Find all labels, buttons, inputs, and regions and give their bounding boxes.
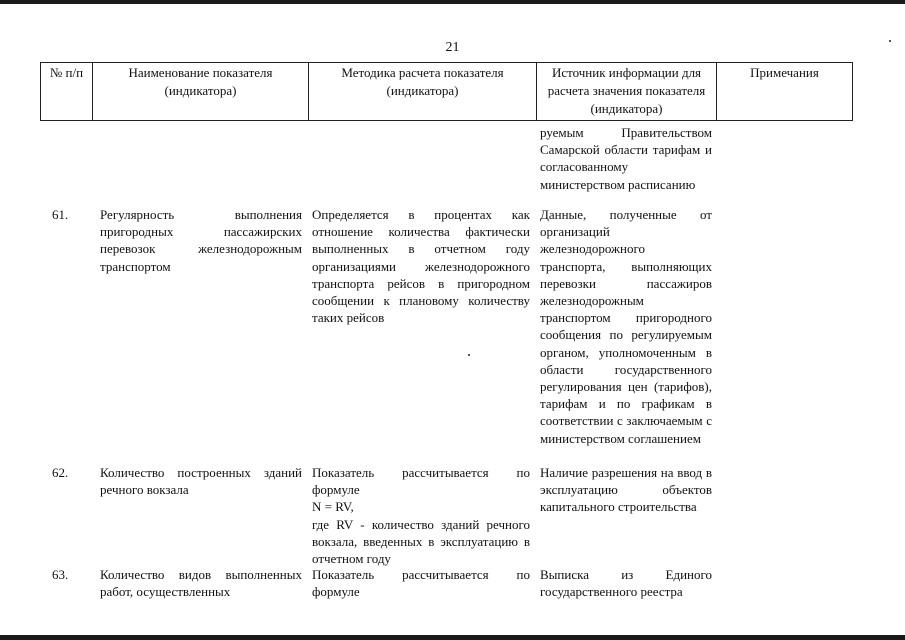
information-source: Наличие разрешения на ввод в эксплуатацию объектов капитального строительства <box>540 465 712 515</box>
table-row-continuation <box>40 124 852 206</box>
table-row-63 <box>40 566 852 602</box>
calculation-method: Определяется в процентах как отношение количества фактически выполненных в отчетном году организациями железнодорожного транспорта рейсов в пригородном сообщении к плановому количеству таких рейсов <box>312 207 530 326</box>
header-notes: Примечания <box>717 63 853 121</box>
indicator-name: Количество видов выполненных работ, осуществленных <box>100 567 302 600</box>
header-indicator-name: Наименование показателя (индикатора) <box>93 63 309 121</box>
method-line: где RV - количество зданий речного вокзала, введенных в эксплуатацию в отчетном году <box>312 516 530 567</box>
source-cell: руемым Правительством Самарской области тарифам и согласованному министерством расписанию <box>540 125 712 192</box>
information-source: Данные, полученные от организаций железнодорожного транспорта, выполняющих перевозки пассажиров железнодорожным транспортом пригородного сообщения по регулируемым органом, уполномоченным в области государственного регулирования цен (тарифов), тарифам и по графикам в соответствии с заключаемым с министерством соглашением <box>540 207 712 446</box>
table-row-62 <box>40 464 852 566</box>
row-number: 63. <box>52 567 69 582</box>
row-number: 62. <box>52 465 69 480</box>
information-source: Выписка из Единого государственного реестра <box>540 567 712 600</box>
notes-cell <box>716 206 852 464</box>
calculation-method: Показатель рассчитывается по формуле <box>312 567 530 600</box>
formula: N = RV, <box>312 499 354 515</box>
calculation-method <box>308 464 536 566</box>
scan-bottom-border <box>0 635 905 640</box>
notes-cell <box>716 464 852 566</box>
scan-top-border <box>0 0 905 4</box>
header-calculation-method: Методика расчета показателя (индикатора) <box>309 63 537 121</box>
notes-cell <box>716 566 852 602</box>
header-number: № п/п <box>41 63 93 121</box>
method-line: Показатель рассчитывается по формуле <box>312 465 530 498</box>
header-information-source: Источник информации для расчета значения показателя (индикатора) <box>537 63 717 121</box>
indicator-name: Регулярность выполнения пригородных пассажирских перевозок железнодорожным транспортом <box>100 207 302 274</box>
indicator-name: Количество построенных зданий речного вокзала <box>100 465 302 498</box>
row-number: 61. <box>52 207 69 222</box>
table-header <box>40 62 853 121</box>
table-body <box>40 124 852 602</box>
page-number: 21 <box>445 40 460 55</box>
table-row-61 <box>40 206 852 464</box>
